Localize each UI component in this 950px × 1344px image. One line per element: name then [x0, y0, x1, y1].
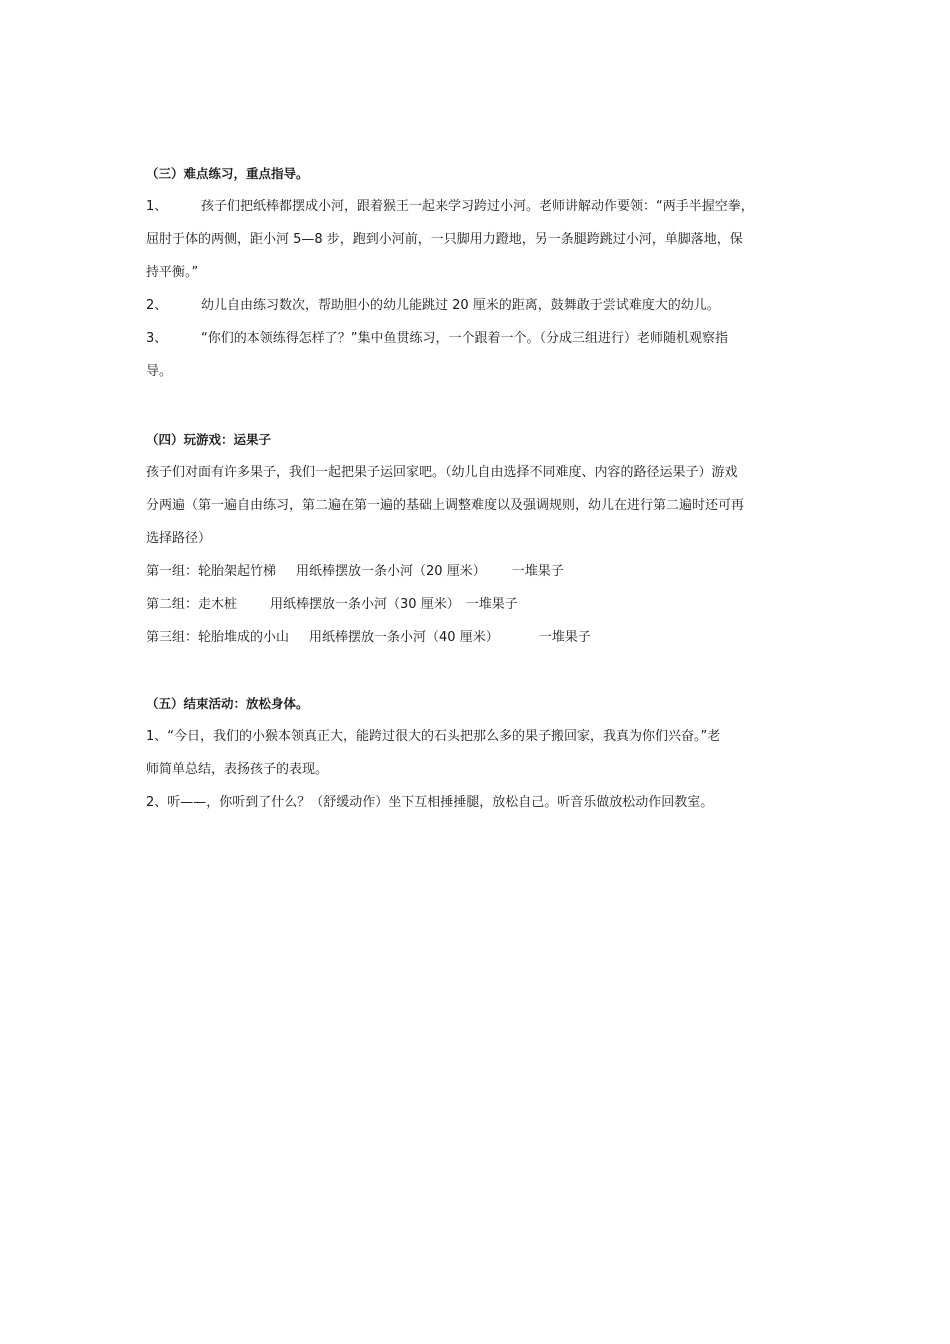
group-river: 用纸棒摆放一条小河（40 厘米） — [309, 630, 499, 645]
group-line — [146, 588, 816, 621]
list-text-continued: 屈肘于体的两侧，距小河 5—8 步，跑到小河前，一只脚用力蹬地，另一条腿跨跳过小河，单脚落地，保 — [146, 232, 743, 247]
list-number: 2、 — [146, 298, 168, 313]
group-fruit: 一堆果子 — [465, 597, 518, 612]
list-number: 3、 — [146, 331, 168, 346]
list-text-continued: 持平衡。” — [146, 265, 199, 280]
section-heading-3: （三）难点练习，重点指导。 — [146, 166, 309, 181]
group-route: 第一组：轮胎架起竹梯 — [146, 564, 277, 579]
list-text: 孩子们把纸棒都摆成小河，跟着猴王一起来学习跨过小河。老师讲解动作要领：“两手半握空拳， — [201, 199, 754, 214]
list-item — [146, 322, 816, 355]
document-page — [146, 158, 816, 819]
paragraph-line: 1、“今日，我们的小猴本领真正大，能跨过很大的石头把那么多的果子搬回家，我真为你们兴奋。”老 — [146, 729, 721, 744]
group-river: 用纸棒摆放一条小河（20 厘米） — [296, 564, 486, 579]
paragraph-line: 2、听——，你听到了什么？（舒缓动作）坐下互相捶捶腿，放松自己。听音乐做放松动作回教室。 — [146, 795, 714, 810]
group-route: 第三组：轮胎堆成的小山 — [146, 630, 290, 645]
group-line — [146, 621, 816, 654]
paragraph-line: 孩子们对面有许多果子，我们一起把果子运回家吧。（幼儿自由选择不同难度、内容的路径运果子）游戏 — [146, 465, 738, 480]
group-river: 用纸棒摆放一条小河（30 厘米） — [270, 597, 460, 612]
list-text: 幼儿自由练习数次，帮助胆小的幼儿能跳过 20 厘米的距离，鼓舞敢于尝试难度大的幼儿。 — [201, 298, 720, 313]
group-line — [146, 555, 816, 588]
group-fruit: 一堆果子 — [538, 630, 591, 645]
paragraph-line: 选择路径） — [146, 531, 212, 546]
paragraph-line: 师简单总结，表扬孩子的表现。 — [146, 762, 329, 777]
list-text-continued: 导。 — [146, 364, 173, 379]
group-fruit: 一堆果子 — [511, 564, 564, 579]
group-route: 第二组：走木桩 — [146, 597, 238, 612]
list-text: “你们的本领练得怎样了？”集中鱼贯练习，一个跟着一个。（分成三组进行）老师随机观察指 — [201, 331, 728, 346]
section-heading-5: （五）结束活动：放松身体。 — [146, 696, 309, 711]
section-heading-4: （四）玩游戏：运果子 — [146, 432, 272, 447]
list-item — [146, 190, 816, 223]
list-item — [146, 289, 816, 322]
paragraph-line: 分两遍（第一遍自由练习，第二遍在第一遍的基础上调整难度以及强调规则，幼儿在进行第二遍时还可再 — [146, 498, 745, 513]
list-number: 1、 — [146, 199, 168, 214]
